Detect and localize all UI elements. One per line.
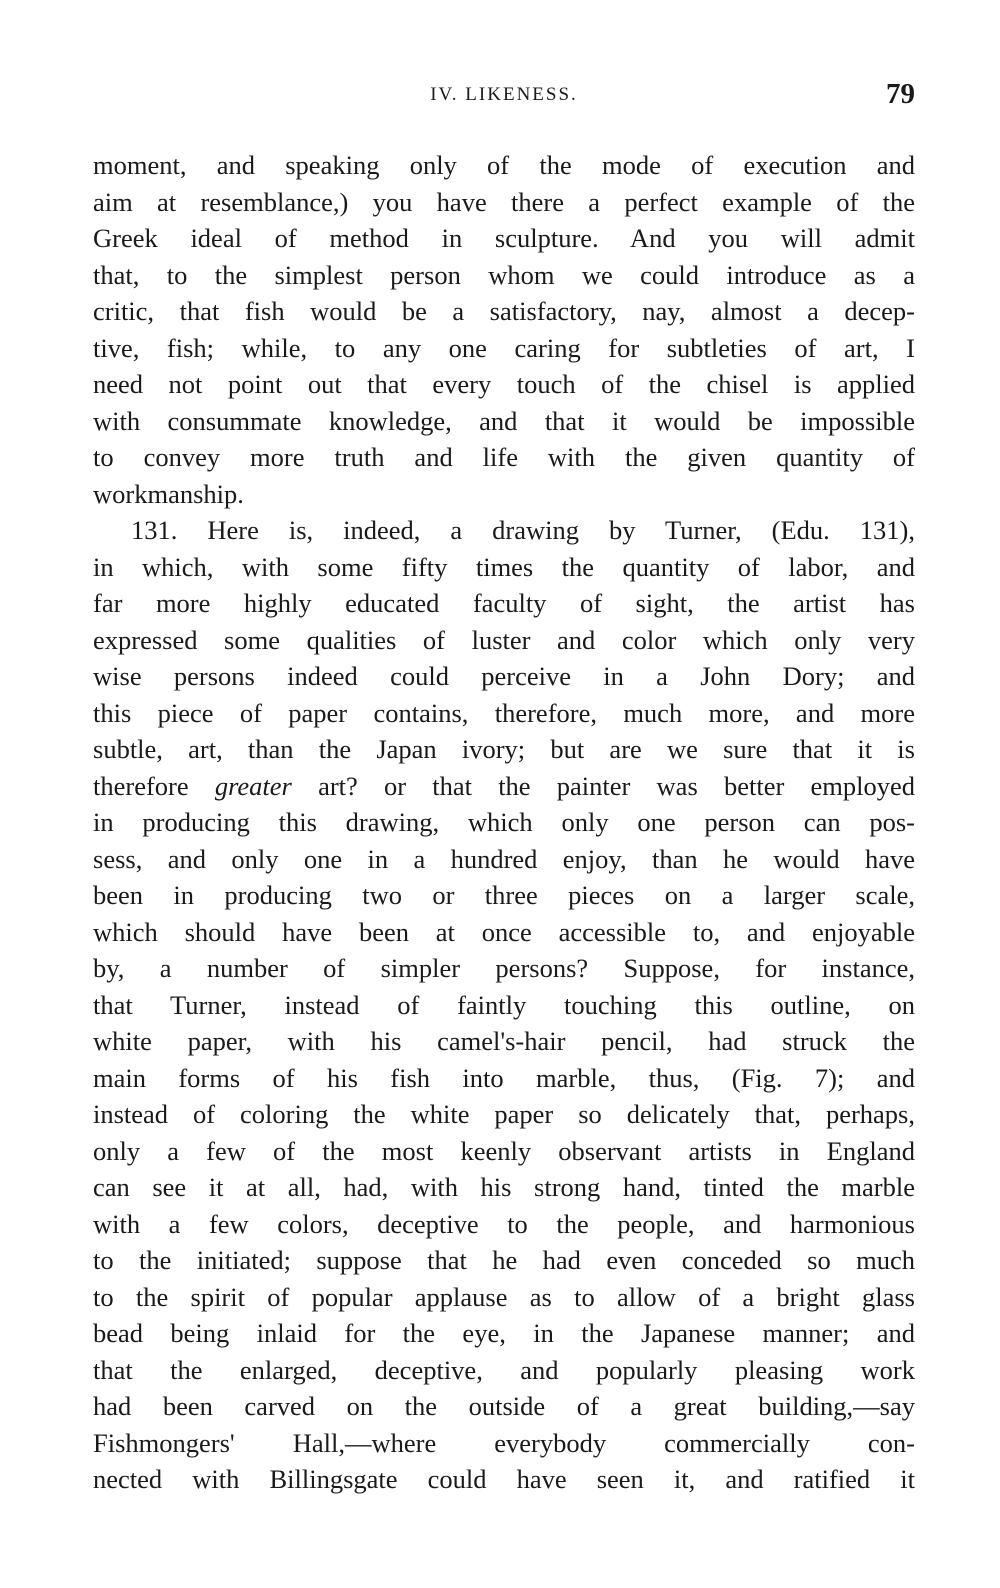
- text-line: far more highly educated faculty of sight, the artist has: [93, 588, 915, 618]
- text-line: wise persons indeed could perceive in a John Dory; and: [93, 661, 915, 691]
- text-line: been in producing two or three pieces on a larger scale,: [93, 880, 915, 910]
- text-line: that the enlarged, deceptive, and popularly pleasing work: [93, 1354, 915, 1385]
- running-title: IV. LIKENESS.: [430, 84, 578, 105]
- text-line: had been carved on the outside of a great building,—say: [93, 1391, 915, 1421]
- page-body-text: [93, 147, 915, 1498]
- text-line: that, to the simplest person whom we could introduce as a: [93, 259, 915, 290]
- text-line: expressed some qualities of luster and color which only very: [93, 624, 915, 655]
- text-line: Greek ideal of method in sculpture. And you will admit: [93, 223, 915, 253]
- text-line: Fishmongers' Hall,—where everybody commercially con-: [93, 1427, 915, 1458]
- text-line: main forms of his fish into marble, thus, (Fig. 7); and: [93, 1062, 915, 1093]
- text-line: subtle, art, than the Japan ivory; but are we sure that it is: [93, 734, 915, 764]
- text-line: 131. Here is, indeed, a drawing by Turner, (Edu. 131),: [131, 515, 915, 545]
- text-line: to the spirit of popular applause as to allow of a bright glass: [93, 1281, 915, 1312]
- text-line: only a few of the most keenly observant artists in England: [93, 1135, 915, 1166]
- text-line: therefore greater art? or that the painter was better employed: [93, 770, 915, 801]
- text-line: that Turner, instead of faintly touching this outline, on: [93, 989, 915, 1020]
- text-line: critic, that fish would be a satisfactory, nay, almost a decep-: [93, 296, 915, 326]
- text-line: which should have been at once accessible to, and enjoyable: [93, 916, 915, 947]
- text-line: white paper, with his camel's-hair pencil, had struck the: [93, 1026, 915, 1056]
- page-header: [93, 78, 915, 114]
- text-line: tive, fish; while, to any one caring for subtleties of art, I: [93, 332, 915, 363]
- text-line: by, a number of simpler persons? Suppose, for instance,: [93, 953, 915, 983]
- text-line: to convey more truth and life with the given quantity of: [93, 442, 915, 472]
- text-line: need not point out that every touch of the chisel is applied: [93, 369, 915, 399]
- text-line: workmanship.: [93, 478, 244, 509]
- text-line: this piece of paper contains, therefore, much more, and more: [93, 697, 915, 728]
- text-line: nected with Billingsgate could have seen it, and ratified it: [93, 1464, 915, 1494]
- text-line: in producing this drawing, which only one person can pos-: [93, 807, 915, 837]
- text-line: in which, with some fifty times the quantity of labor, and: [93, 551, 915, 582]
- text-line: sess, and only one in a hundred enjoy, than he would have: [93, 843, 915, 874]
- text-line: can see it at all, had, with his strong hand, tinted the marble: [93, 1172, 915, 1202]
- text-line: moment, and speaking only of the mode of execution and: [93, 150, 915, 180]
- text-line: to the initiated; suppose that he had even conceded so much: [93, 1245, 915, 1275]
- text-line: with a few colors, deceptive to the people, and harmonious: [93, 1208, 915, 1239]
- text-line: bead being inlaid for the eye, in the Japanese manner; and: [93, 1318, 915, 1348]
- text-line: aim at resemblance,) you have there a perfect example of the: [93, 186, 915, 217]
- page-number: 79: [886, 78, 915, 110]
- text-line: with consummate knowledge, and that it would be impossible: [93, 405, 915, 436]
- text-line: instead of coloring the white paper so delicately that, perhaps,: [93, 1099, 915, 1129]
